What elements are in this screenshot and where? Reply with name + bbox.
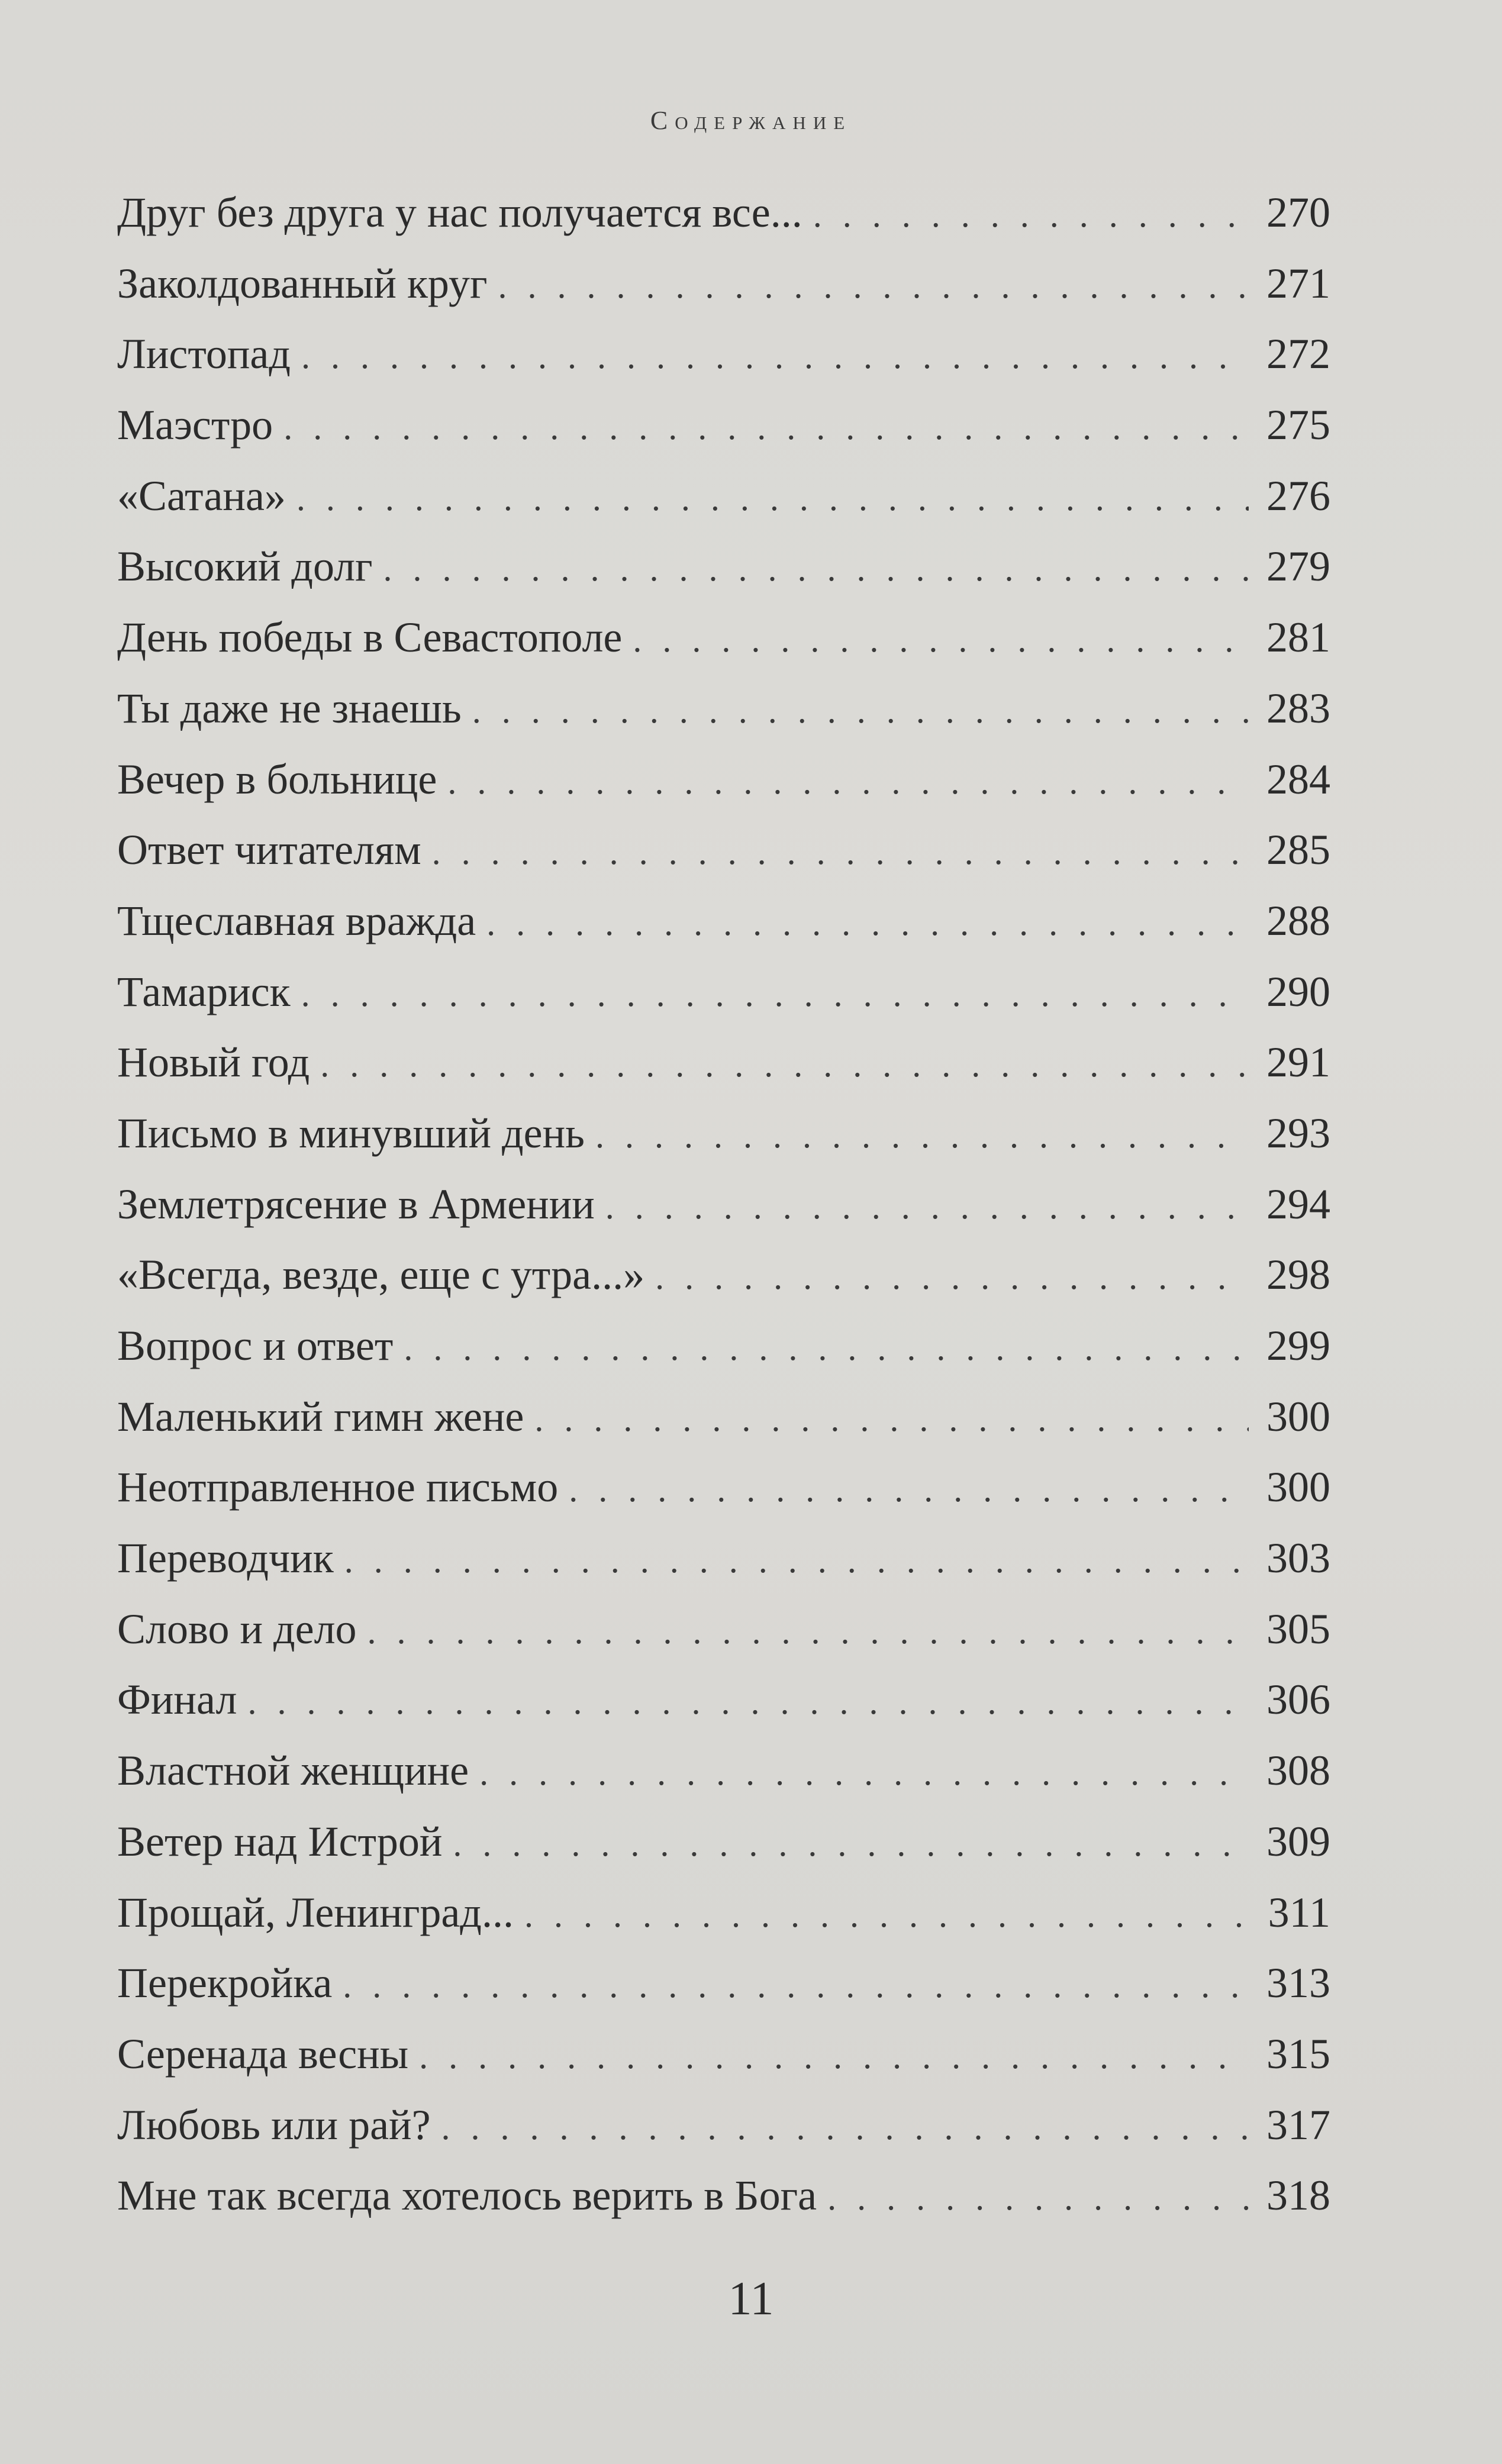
toc-dot-leader [534,1384,1249,1455]
toc-entry-title: Прощай, Ленинград... [117,1888,514,1936]
toc-entry [117,1169,1330,1240]
toc-entry-title: Ответ читателям [117,826,421,874]
toc-entry-title: Ты даже не знаешь [117,684,462,732]
toc-entry-page: 308 [1266,1747,1330,1795]
toc-entry [117,1240,1330,1311]
toc-entry-page: 306 [1266,1676,1330,1724]
toc-entry-title: Маленький гимн жене [117,1392,524,1440]
toc-entry-page: 281 [1266,614,1330,662]
toc-entry-title: Любовь или рай? [117,2101,431,2149]
toc-entry-page: 315 [1266,2030,1330,2078]
toc-entry-page: 285 [1266,826,1330,874]
toc-entry-page: 291 [1266,1039,1330,1086]
toc-entry-page: 271 [1266,259,1330,307]
toc-entry-page: 303 [1266,1534,1330,1582]
toc-entry [117,602,1330,673]
toc-dot-leader [383,534,1249,605]
toc-dot-leader [247,1667,1249,1738]
toc-entry [117,957,1330,1028]
toc-dot-leader [813,180,1249,251]
toc-dot-leader [595,1101,1249,1172]
toc-dot-leader [344,1526,1249,1597]
toc-entry [117,1665,1330,1736]
toc-entry-page: 272 [1266,330,1330,378]
toc-dot-leader [453,1809,1249,1880]
toc-dot-leader [447,747,1249,818]
toc-entry-title: Вопрос и ответ [117,1322,394,1369]
toc-entry [117,1948,1330,2019]
toc-entry [117,1382,1330,1453]
toc-entry-page: 276 [1266,472,1330,520]
toc-entry-page: 313 [1266,1959,1330,2007]
toc-dot-leader [479,1738,1249,1809]
toc-entry-title: Мне так всегда хотелось верить в Бога [117,2172,817,2220]
toc-entry-title: Друг без друга у нас получается все... [117,189,802,236]
toc-entry-page: 284 [1266,755,1330,803]
toc-dot-leader [296,463,1249,534]
toc-dot-leader [605,1172,1249,1243]
toc-entry-title: Вечер в больнице [117,755,437,803]
toc-dot-leader [633,605,1249,676]
toc-entry-title: Финал [117,1676,237,1724]
toc-entry-title: Тщеславная вражда [117,896,476,944]
toc-entry-page: 283 [1266,684,1330,732]
toc-entry-title: Серенада весны [117,2030,409,2078]
toc-dot-leader [524,1880,1249,1951]
toc-entry-title: Маэстро [117,401,273,449]
toc-entry-page: 293 [1266,1109,1330,1157]
toc-entry-title: Неотправленное письмо [117,1463,559,1511]
toc-entry [117,2090,1330,2161]
toc-entry-title: Слово и дело [117,1605,357,1653]
toc-dot-leader [283,392,1249,463]
toc-entry-title: Высокий долг [117,543,373,591]
toc-entry-page: 318 [1266,2172,1330,2220]
toc-dot-leader [301,959,1249,1030]
toc-entry-title: «Сатана» [117,472,286,520]
toc-entry-title: Ветер над Истрой [117,1817,443,1865]
toc-entry [117,744,1330,815]
toc-entry [117,2019,1330,2090]
toc-entry [117,1736,1330,1807]
toc-entry-page: 311 [1268,1888,1330,1936]
toc-dot-leader [404,1313,1249,1384]
toc-entry [117,531,1330,602]
toc-entry [117,1027,1330,1098]
toc-dot-leader [569,1454,1249,1526]
toc-entry-page: 309 [1266,1817,1330,1865]
toc-entry-title: Письмо в минувший день [117,1109,585,1157]
toc-entry-page: 270 [1266,189,1330,236]
toc-entry-title: Новый год [117,1039,310,1086]
toc-entry [117,815,1330,886]
toc-entry-page: 299 [1266,1322,1330,1369]
toc-dot-leader [486,888,1249,959]
toc-entry-page: 290 [1266,967,1330,1015]
table-of-contents [117,178,1330,2231]
toc-entry-title: Властной женщине [117,1747,469,1795]
toc-dot-leader [472,676,1249,747]
toc-dot-leader [432,817,1249,888]
toc-dot-leader [368,1597,1249,1668]
toc-entry [117,1523,1330,1594]
toc-entry [117,461,1330,532]
toc-entry [117,319,1330,390]
toc-entry [117,673,1330,744]
toc-entry-title: День победы в Севастополе [117,614,623,662]
toc-dot-leader [498,251,1249,322]
toc-dot-leader [320,1030,1249,1101]
toc-entry-page: 300 [1266,1463,1330,1511]
toc-entry-page: 298 [1266,1251,1330,1299]
page-number: 11 [728,2273,774,2325]
toc-entry [117,249,1330,320]
toc-entry [117,1594,1330,1665]
toc-entry [117,390,1330,461]
toc-entry-page: 288 [1266,896,1330,944]
toc-entry [117,2160,1330,2231]
toc-entry [117,1807,1330,1878]
toc-entry-page: 305 [1266,1605,1330,1653]
toc-entry-title: Переводчик [117,1534,334,1582]
toc-dot-leader [655,1242,1249,1313]
toc-entry-title: Тамариск [117,967,291,1015]
toc-entry-title: Заколдованный круг [117,259,488,307]
toc-entry [117,1452,1330,1523]
toc-entry [117,1311,1330,1382]
toc-entry-page: 317 [1266,2101,1330,2149]
toc-entry [117,1878,1330,1949]
running-head: Содержание [650,106,852,135]
toc-entry-page: 279 [1266,543,1330,591]
toc-entry-title: «Всегда, везде, еще с утра...» [117,1251,645,1299]
toc-dot-leader [343,1950,1249,2021]
toc-entry [117,178,1330,249]
toc-dot-leader [419,2021,1249,2092]
toc-dot-leader [301,321,1249,392]
toc-entry [117,886,1330,957]
toc-entry-title: Перекройка [117,1959,333,2007]
toc-dot-leader [441,2092,1249,2163]
toc-dot-leader [827,2163,1249,2234]
toc-entry-page: 300 [1266,1392,1330,1440]
toc-entry-title: Листопад [117,330,291,378]
toc-entry-page: 294 [1266,1180,1330,1228]
toc-entry [117,1098,1330,1169]
toc-entry-title: Землетрясение в Армении [117,1180,595,1228]
toc-entry-page: 275 [1266,401,1330,449]
